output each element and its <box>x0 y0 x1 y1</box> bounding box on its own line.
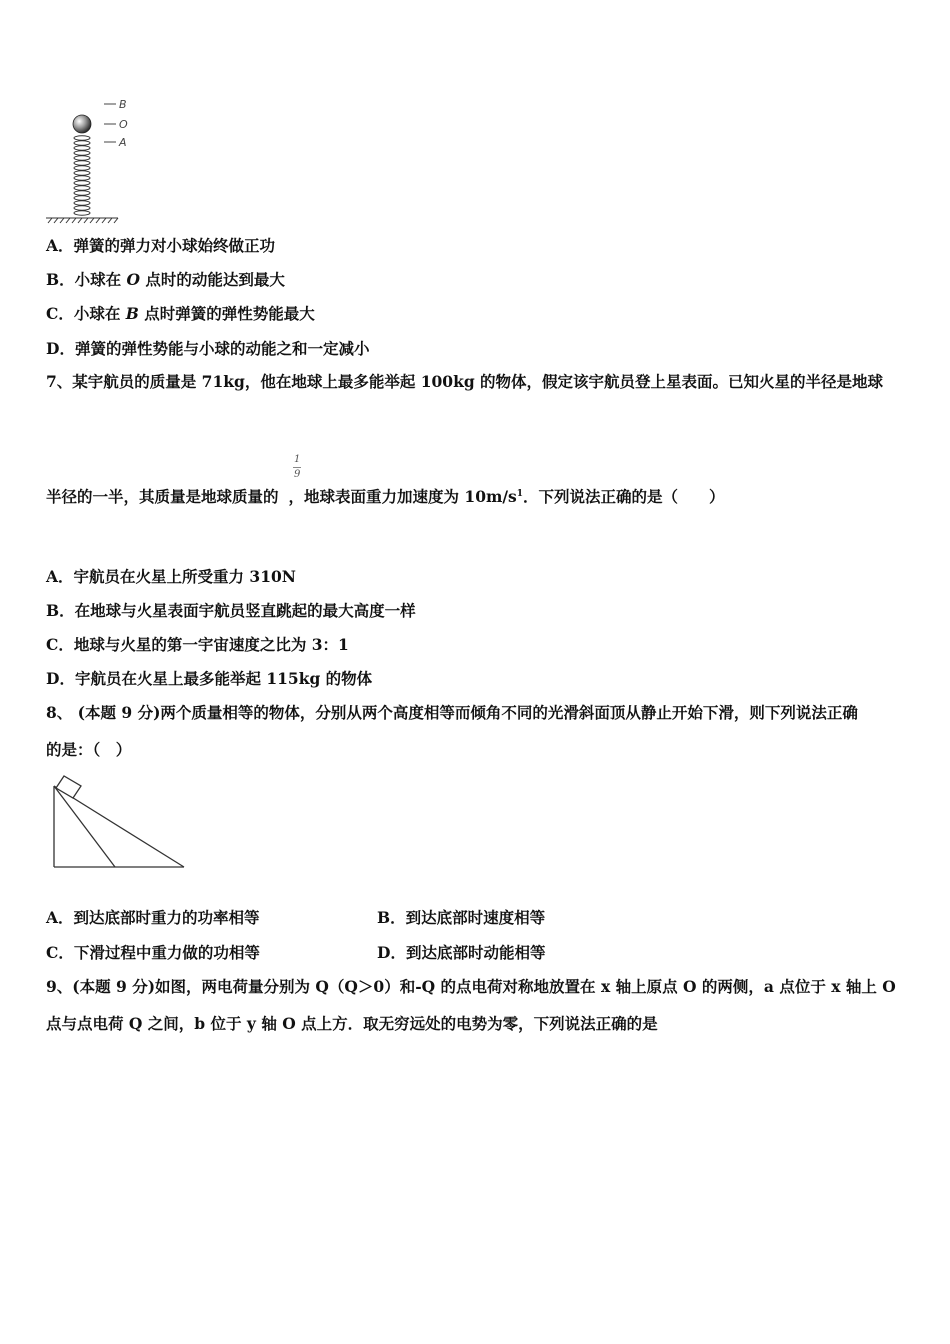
q8-stem-line2: 的是：（ ） <box>46 740 132 759</box>
q7-option-a: A．宇航员在火星上所受重力 310N <box>46 567 296 586</box>
label-b: B <box>119 98 127 111</box>
q7-stem-line2: 半径的一半，其质量是地球质量的 ，地球表面重力加速度为 $10m/s^1$．下列说法正确的是（ ） <box>46 487 725 507</box>
q9-stem-line1: 9、(本题 9 分)如图，两电荷量分别为 Q（Q＞0）和-Q 的点电荷对称地放置在 x 轴上原点 O 的两侧，a 点位于 x 轴上 O <box>46 977 896 996</box>
incline-figure <box>48 770 193 872</box>
q9-stem-line2: 点与点电荷 Q 之间，b 位于 y 轴 O 点上方．取无穷远处的电势为零，下列说法正确的是 <box>46 1014 658 1033</box>
ball <box>73 115 91 133</box>
label-a: A <box>119 136 127 149</box>
fraction-numerator: 1 <box>293 453 301 468</box>
fraction-denominator: 9 <box>294 469 301 480</box>
label-o: O <box>119 118 128 131</box>
ground <box>46 218 118 223</box>
q6-option-d: D．弹簧的弹性势能与小球的动能之和一定减小 <box>46 339 370 358</box>
q6-option-c: C．小球在 B 点时弹簧的弹性势能最大 <box>46 304 315 323</box>
q7-option-b: B．在地球与火星表面宇航员竖直跳起的最大高度一样 <box>46 601 416 620</box>
q7-option-d: D．宇航员在火星上最多能举起 115kg 的物体 <box>46 669 373 688</box>
q7-option-c: C．地球与火星的第一宇宙速度之比为 3：1 <box>46 635 349 654</box>
q8-option-a: A．到达底部时重力的功率相等 <box>46 908 260 927</box>
q8-option-b: B．到达底部时速度相等 <box>377 908 546 927</box>
q7-stem-line1: 7、某宇航员的质量是 71kg，他在地球上最多能举起 100kg 的物体，假定该宇航员登上星表面。已知火星的半径是地球 <box>46 372 884 391</box>
steep-incline <box>54 786 115 867</box>
q6-option-b: B．小球在 O 点时的动能达到最大 <box>46 270 285 289</box>
q8-option-d: D．到达底部时动能相等 <box>377 943 546 962</box>
q8-stem-line1: 8、 (本题 9 分)两个质量相等的物体，分别从两个高度相等而倾角不同的光滑斜面顶从静止开始下滑，则下列说法正确 <box>46 703 858 722</box>
spring-ball-figure <box>40 92 140 227</box>
q7-fraction <box>293 453 301 482</box>
q6-option-a: A．弹簧的弹力对小球始终做正功 <box>46 236 276 255</box>
q8-option-c: C．下滑过程中重力做的功相等 <box>46 943 260 962</box>
spring-coil <box>74 136 90 215</box>
